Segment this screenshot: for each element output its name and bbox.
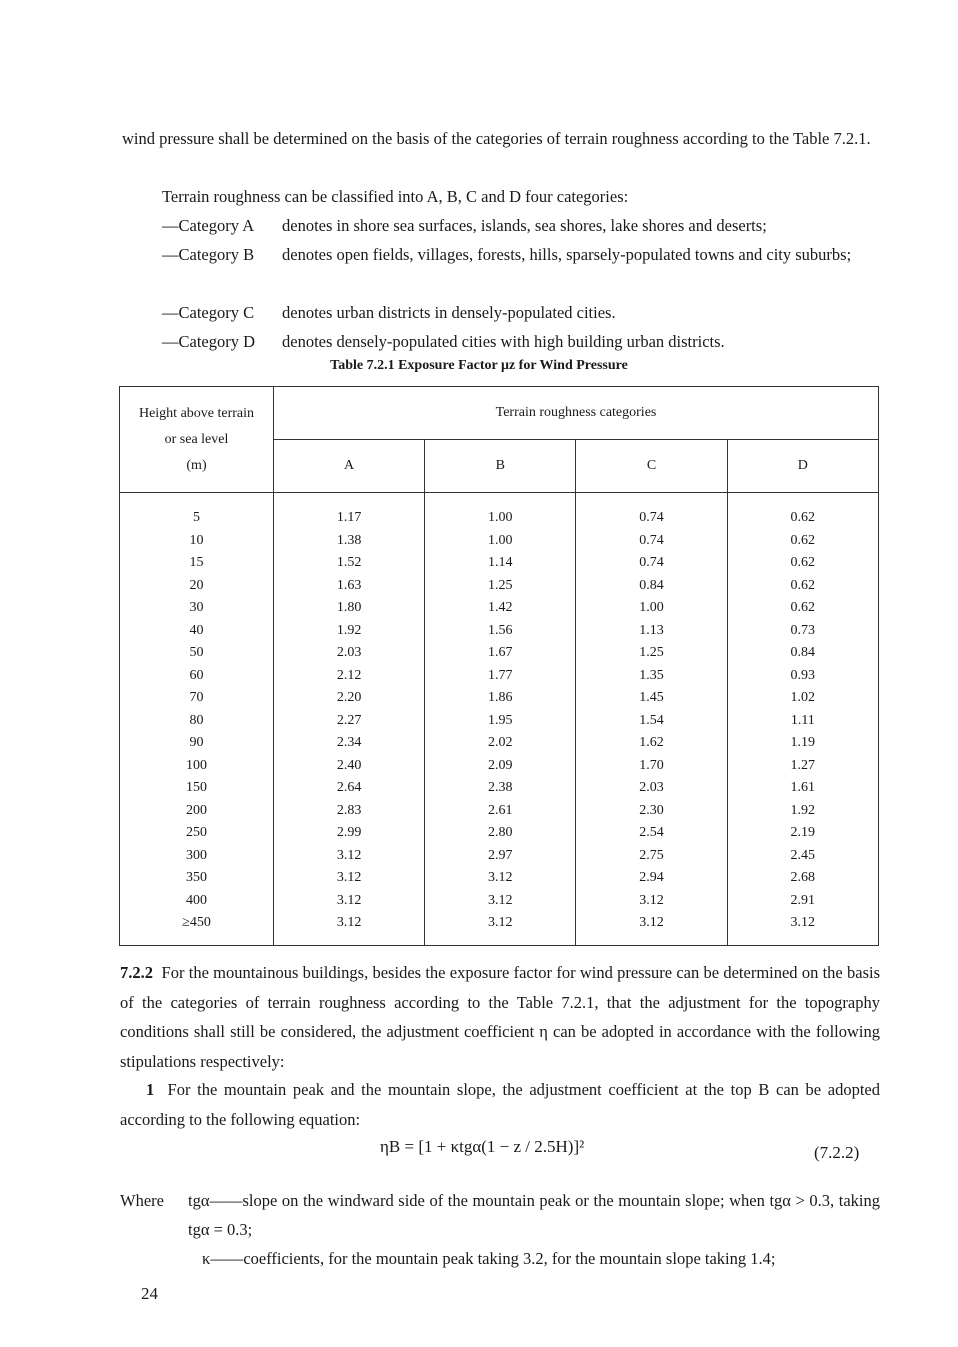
height-cell: 400: [120, 890, 274, 913]
table-row: [120, 777, 879, 800]
category-b: [162, 240, 852, 269]
value-cell-a: 1.80: [274, 597, 425, 620]
value-cell-b: 1.14: [425, 552, 576, 575]
category-name: —Category C: [162, 303, 255, 322]
page-number: 24: [141, 1284, 158, 1303]
value-cell-b: 3.12: [425, 890, 576, 913]
table-row: [120, 597, 879, 620]
value-cell-a: 1.17: [274, 493, 425, 530]
table-row: [120, 530, 879, 553]
equation-7-2-2: ηB = [1 + κtgα(1 − z / 2.5H)]²: [380, 1137, 585, 1156]
value-cell-a: 3.12: [274, 890, 425, 913]
height-cell: 15: [120, 552, 274, 575]
value-cell-d: 0.73: [727, 620, 878, 643]
value-cell-c: 1.54: [576, 710, 727, 733]
value-cell-c: 3.12: [576, 890, 727, 913]
table-row: [120, 822, 879, 845]
value-cell-a: 1.52: [274, 552, 425, 575]
value-cell-c: 2.30: [576, 800, 727, 823]
category-desc: denotes densely-populated cities with high building urban districts.: [282, 332, 725, 351]
height-cell: 10: [120, 530, 274, 553]
table-body: [120, 493, 879, 946]
value-cell-c: 3.12: [576, 912, 727, 945]
value-cell-d: 2.91: [727, 890, 878, 913]
value-cell-d: 0.62: [727, 575, 878, 598]
section-number: 7.2.2: [120, 963, 153, 982]
value-cell-a: 2.03: [274, 642, 425, 665]
column-header-b: B: [425, 440, 576, 493]
value-cell-d: 1.61: [727, 777, 878, 800]
table-row: [120, 710, 879, 733]
height-cell: 250: [120, 822, 274, 845]
height-cell: 30: [120, 597, 274, 620]
value-cell-a: 2.99: [274, 822, 425, 845]
value-cell-d: 0.62: [727, 597, 878, 620]
height-cell: 150: [120, 777, 274, 800]
height-header: [120, 387, 274, 493]
group-header: Terrain roughness categories: [274, 387, 879, 440]
value-cell-d: 2.45: [727, 845, 878, 868]
value-cell-a: 1.63: [274, 575, 425, 598]
value-cell-b: 3.12: [425, 867, 576, 890]
value-cell-c: 0.74: [576, 530, 727, 553]
table-row: [120, 890, 879, 913]
value-cell-a: 3.12: [274, 845, 425, 868]
terrain-intro: Terrain roughness can be classified into A, B, C and D four categories:: [162, 187, 629, 206]
height-cell: 70: [120, 687, 274, 710]
value-cell-c: 2.03: [576, 777, 727, 800]
value-cell-c: 2.75: [576, 845, 727, 868]
value-cell-b: 1.67: [425, 642, 576, 665]
height-cell: 300: [120, 845, 274, 868]
height-header-line2: or sea level: [164, 431, 229, 447]
value-cell-b: 1.42: [425, 597, 576, 620]
category-c: [162, 298, 616, 327]
item-1: [120, 1075, 880, 1134]
value-cell-a: 2.83: [274, 800, 425, 823]
value-cell-d: 1.27: [727, 755, 878, 778]
value-cell-c: 1.70: [576, 755, 727, 778]
value-cell-b: 2.80: [425, 822, 576, 845]
height-cell: ≥450: [120, 912, 274, 945]
intro-paragraph: wind pressure shall be determined on the basis of the categories of terrain roughness according to the Table 7.2.1.: [122, 129, 871, 148]
category-d: [162, 327, 725, 356]
table-row: [120, 552, 879, 575]
value-cell-d: 1.92: [727, 800, 878, 823]
value-cell-d: 1.11: [727, 710, 878, 733]
value-cell-c: 1.45: [576, 687, 727, 710]
value-cell-a: 2.12: [274, 665, 425, 688]
value-cell-a: 2.40: [274, 755, 425, 778]
value-cell-c: 2.94: [576, 867, 727, 890]
height-cell: 50: [120, 642, 274, 665]
table-caption: Table 7.2.1 Exposure Factor μz for Wind Pressure: [330, 358, 628, 373]
value-cell-a: 2.64: [274, 777, 425, 800]
value-cell-b: 2.97: [425, 845, 576, 868]
value-cell-c: 0.74: [576, 552, 727, 575]
height-cell: 100: [120, 755, 274, 778]
value-cell-a: 2.34: [274, 732, 425, 755]
value-cell-d: 0.62: [727, 530, 878, 553]
value-cell-c: 1.00: [576, 597, 727, 620]
value-cell-d: 1.19: [727, 732, 878, 755]
table-row: [120, 665, 879, 688]
value-cell-d: 3.12: [727, 912, 878, 945]
height-cell: 20: [120, 575, 274, 598]
category-name: —Category D: [162, 332, 256, 351]
value-cell-b: 1.77: [425, 665, 576, 688]
value-cell-a: 3.12: [274, 867, 425, 890]
value-cell-c: 2.54: [576, 822, 727, 845]
value-cell-a: 2.20: [274, 687, 425, 710]
category-desc: denotes in shore sea surfaces, islands, sea shores, lake shores and deserts;: [282, 216, 767, 235]
table-row: [120, 620, 879, 643]
value-cell-c: 1.25: [576, 642, 727, 665]
value-cell-c: 1.13: [576, 620, 727, 643]
value-cell-d: 2.68: [727, 867, 878, 890]
height-cell: 60: [120, 665, 274, 688]
height-cell: 90: [120, 732, 274, 755]
section-text: For the mountainous buildings, besides the exposure factor for wind pressure can be determined on the basis of the categories of terrain roughness according to the Table 7.2.1, that the adjustment for the topography conditions shall still be considered, the adjustment coefficient η can be adopted in accordance with the following stipulations respectively:: [120, 963, 881, 1071]
table: [119, 386, 879, 946]
column-header-d: D: [727, 440, 878, 493]
table-row: [120, 845, 879, 868]
table-row: [120, 800, 879, 823]
value-cell-d: 2.19: [727, 822, 878, 845]
value-cell-b: 1.25: [425, 575, 576, 598]
height-cell: 80: [120, 710, 274, 733]
value-cell-b: 1.95: [425, 710, 576, 733]
value-cell-a: 1.92: [274, 620, 425, 643]
value-cell-a: 2.27: [274, 710, 425, 733]
value-cell-b: 2.61: [425, 800, 576, 823]
table-row: [120, 912, 879, 945]
table-row: [120, 755, 879, 778]
value-cell-a: 3.12: [274, 912, 425, 945]
exposure-factor-table: [119, 386, 879, 943]
category-a: [162, 211, 767, 240]
where-label: Where: [120, 1191, 164, 1210]
value-cell-b: 2.02: [425, 732, 576, 755]
category-name: —Category A: [162, 216, 255, 235]
value-cell-b: 1.56: [425, 620, 576, 643]
section-7-2-2: [120, 958, 880, 1076]
value-cell-d: 0.84: [727, 642, 878, 665]
height-cell: 200: [120, 800, 274, 823]
value-cell-b: 1.86: [425, 687, 576, 710]
item-number: 1: [146, 1080, 155, 1099]
value-cell-c: 1.62: [576, 732, 727, 755]
value-cell-c: 0.74: [576, 493, 727, 530]
value-cell-c: 0.84: [576, 575, 727, 598]
table-row: [120, 867, 879, 890]
table-row: [120, 493, 879, 530]
category-desc: denotes urban districts in densely-populated cities.: [282, 303, 616, 322]
where-tga: tgα——slope on the windward side of the mountain peak or the mountain slope; when tgα > 0.3, taking tgα = 0.3;: [188, 1191, 880, 1239]
height-cell: 40: [120, 620, 274, 643]
table-row: [120, 687, 879, 710]
value-cell-d: 0.93: [727, 665, 878, 688]
where-kappa: κ——coefficients, for the mountain peak taking 3.2, for the mountain slope taking 1.4;: [202, 1249, 776, 1268]
column-header-a: A: [274, 440, 425, 493]
value-cell-b: 2.09: [425, 755, 576, 778]
value-cell-d: 0.62: [727, 493, 878, 530]
height-cell: 5: [120, 493, 274, 530]
category-desc: denotes open fields, villages, forests, hills, sparsely-populated towns and city suburbs;: [282, 245, 852, 264]
value-cell-b: 2.38: [425, 777, 576, 800]
equation-number: (7.2.2): [814, 1143, 860, 1162]
value-cell-d: 1.02: [727, 687, 878, 710]
height-header-line1: Height above terrain: [138, 405, 255, 421]
table-row: [120, 732, 879, 755]
value-cell-b: 3.12: [425, 912, 576, 945]
table-row: [120, 575, 879, 598]
table-row: [120, 642, 879, 665]
value-cell-b: 1.00: [425, 493, 576, 530]
item-text: For the mountain peak and the mountain slope, the adjustment coefficient at the top B can be adopted according to the following equation:: [120, 1080, 880, 1129]
value-cell-a: 1.38: [274, 530, 425, 553]
height-cell: 350: [120, 867, 274, 890]
column-header-c: C: [576, 440, 727, 493]
category-name: —Category B: [162, 245, 255, 264]
value-cell-c: 1.35: [576, 665, 727, 688]
value-cell-b: 1.00: [425, 530, 576, 553]
value-cell-d: 0.62: [727, 552, 878, 575]
height-header-line3: (m): [186, 457, 207, 473]
